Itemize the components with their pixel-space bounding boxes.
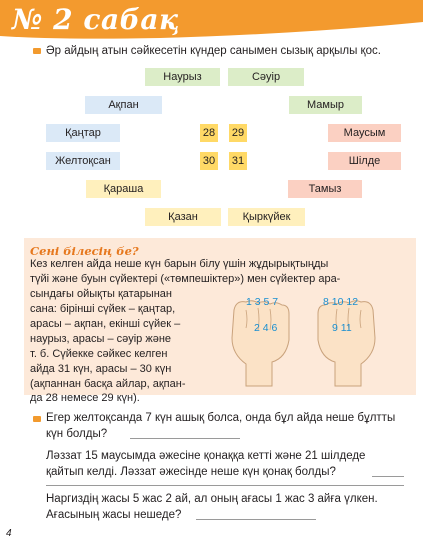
answer-line-3[interactable] (196, 519, 316, 520)
month-kazan[interactable]: Қазан (145, 208, 221, 226)
answer-line-2b[interactable] (46, 485, 404, 486)
info-text-line: түйі және буын сүйектері («төмпешіктер») мен сүйектер ара- (30, 273, 341, 285)
month-tamyz[interactable]: Тамыз (288, 180, 362, 198)
question-3-line-2: Ағасының жасы нешеде? (46, 509, 182, 521)
groove-numbers-right: 9 11 (332, 322, 352, 334)
fists-illustration (226, 298, 386, 390)
info-text-line: т. б. Сүйекке сәйкес келген (30, 348, 168, 360)
month-karasha[interactable]: Қараша (86, 180, 161, 198)
number-28[interactable]: 28 (200, 124, 218, 142)
number-30[interactable]: 30 (200, 152, 218, 170)
task-bullet-icon (33, 48, 41, 54)
info-text-line: арасы – ақпан, екінші сүйек – (30, 318, 181, 330)
info-text-line: Кез келген айда неше күн барын білу үшін жұдырықтыңды (30, 258, 329, 270)
info-text-line: сындағы ойықты қатарынан (30, 288, 172, 300)
question-1-line-1: Егер желтоқсанда 7 күн ашық болса, онда бұл айда неше бұлтты (46, 412, 396, 424)
answer-line-2a[interactable] (372, 476, 404, 477)
question-2-line-1: Ләззат 15 маусымда әжесіне қонаққа кетті және 21 шілдеде (46, 450, 366, 462)
month-akpan[interactable]: Ақпан (85, 96, 162, 114)
lesson-title: № 2 сабақ (12, 3, 180, 36)
info-text-line: (ақпаннан басқа айлар, ақпан- (30, 378, 186, 390)
month-shilde[interactable]: Шілде (328, 152, 401, 170)
page-number: 4 (6, 528, 12, 539)
question-bullet-icon (33, 416, 41, 422)
number-29[interactable]: 29 (229, 124, 247, 142)
month-zheltoksan[interactable]: Желтоқсан (46, 152, 120, 170)
knuckle-numbers-right: 8 10 12 (323, 296, 359, 308)
month-nauryz[interactable]: Наурыз (145, 68, 220, 86)
info-title: Сені білесің бе? (30, 244, 139, 258)
month-mamyr[interactable]: Мамыр (289, 96, 362, 114)
task1-instruction: Әр айдың атын сәйкесетін күндер санымен сызық арқылы қос. (46, 45, 381, 57)
month-sauir[interactable]: Сәуір (228, 68, 304, 86)
question-2-line-2: қайтып келді. Ләззат әжесінде неше күн қонақ болды? (46, 466, 336, 478)
question-1-line-2: күн болды? (46, 428, 108, 440)
groove-numbers-left: 2 4 6 (254, 322, 278, 334)
month-kyrkuyek[interactable]: Қыркүйек (228, 208, 305, 226)
month-kantar[interactable]: Қаңтар (46, 124, 120, 142)
info-text-line: айда 31 күн, арасы – 30 күн (30, 363, 172, 375)
month-mausym[interactable]: Маусым (328, 124, 401, 142)
info-text-line: наурыз, арасы – сәуір және (30, 333, 172, 345)
answer-line-1[interactable] (130, 438, 240, 439)
number-31[interactable]: 31 (229, 152, 247, 170)
question-3-line-1: Наргиздің жасы 5 жас 2 ай, ал оның ағасы 1 жас 3 айға үлкен. (46, 493, 378, 505)
info-text-line: да 28 немесе 29 күн). (30, 392, 140, 404)
info-text-line: сана: бірінші сүйек – қаңтар, (30, 303, 176, 315)
knuckle-numbers-left: 1 3 5 7 (246, 296, 279, 308)
